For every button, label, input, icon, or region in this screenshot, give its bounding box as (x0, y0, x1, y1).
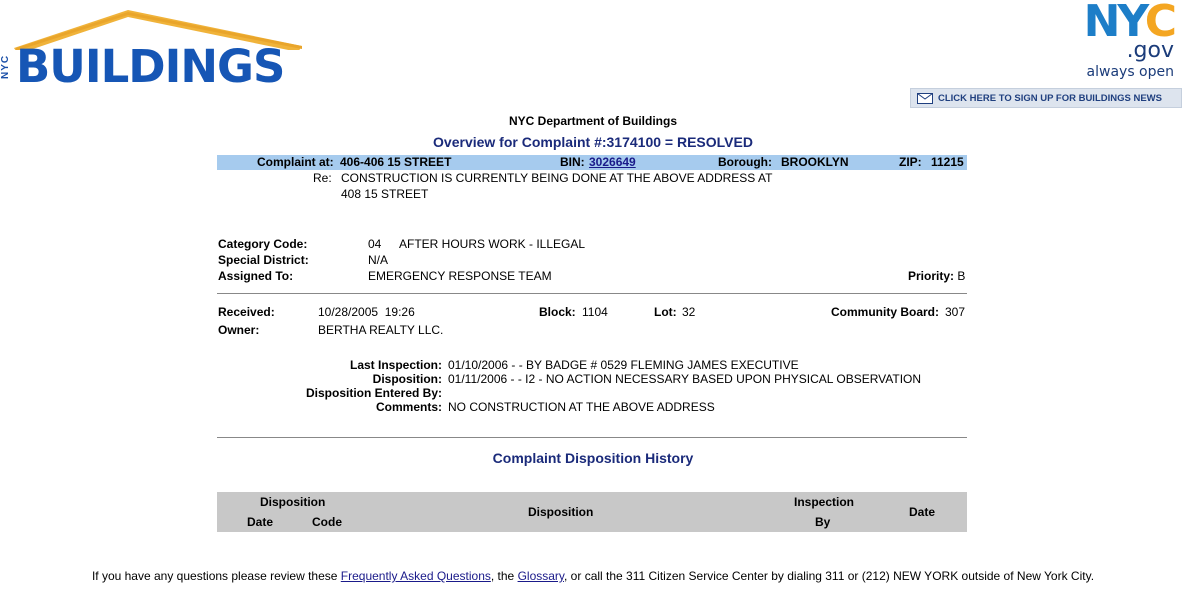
category-code-label: Category Code: (218, 237, 308, 251)
history-col-code: Code (312, 515, 342, 529)
disposition-value: 01/11/2006 - - I2 - NO ACTION NECESSARY BASED UPON PHYSICAL OBSERVATION (448, 372, 922, 386)
zip-label: ZIP: (899, 155, 922, 169)
history-col-date: Date (247, 515, 274, 529)
category-description: AFTER HOURS WORK - ILLEGAL (399, 237, 586, 251)
priority-field (908, 269, 965, 283)
complaint-at-value: 406-406 15 STREET (340, 155, 452, 169)
history-table-header (217, 492, 967, 532)
nycgov-wordmark-c: C (1144, 0, 1174, 47)
history-title: Complaint Disposition History (492, 450, 694, 466)
logo-wordmark: BUILDINGS (16, 40, 285, 93)
borough-label: Borough: (718, 155, 772, 169)
nycgov-logo[interactable] (1082, 0, 1182, 86)
special-district-value: N/A (368, 253, 389, 267)
comments-value: NO CONSTRUCTION AT THE ABOVE ADDRESS (448, 400, 715, 414)
history-col-date-2: Date (909, 505, 936, 519)
nycgov-tagline: always open (1086, 64, 1174, 80)
re-line-1: CONSTRUCTION IS CURRENTLY BEING DONE AT THE ABOVE ADDRESS AT (341, 171, 773, 185)
received-label: Received: (218, 305, 275, 319)
owner-label: Owner: (218, 323, 260, 337)
footer-suffix: , or call the 311 Citizen Service Center by dialing 311 or (212) NEW YORK outside of New York City. (564, 569, 1095, 583)
priority-value: B (957, 269, 966, 283)
category-code-value: 04 (368, 237, 382, 251)
news-signup-button[interactable] (910, 88, 1182, 108)
lot-value: 32 (682, 305, 696, 319)
footer-middle: , the (490, 569, 518, 583)
complaint-title: Overview for Complaint #:3174100 = RESOLVED (433, 134, 753, 150)
re-label: Re: (313, 171, 332, 185)
lot-label: Lot: (654, 305, 677, 319)
owner-value: BERTHA REALTY LLC. (318, 323, 444, 337)
assigned-to-value: EMERGENCY RESPONSE TEAM (368, 269, 552, 283)
re-line-2: 408 15 STREET (341, 187, 429, 201)
bin-link[interactable]: 3026649 (589, 155, 636, 169)
priority-label: Priority: (908, 269, 955, 283)
department-title: NYC Department of Buildings (508, 114, 677, 128)
nycgov-domain: .gov (1126, 38, 1174, 63)
community-board-value: 307 (945, 305, 966, 319)
footer-help-text (0, 569, 1186, 583)
faq-link[interactable]: Frequently Asked Questions (340, 569, 491, 583)
last-inspection-value: 01/10/2006 - - BY BADGE # 0529 FLEMING JAMES EXECUTIVE (448, 358, 799, 372)
borough-value: BROOKLYN (781, 155, 849, 169)
glossary-link[interactable]: Glossary (517, 569, 565, 583)
block-value: 1104 (582, 305, 608, 319)
history-col-inspection: Inspection (794, 495, 855, 509)
comments-label: Comments: (375, 400, 442, 414)
history-col-disposition-group: Disposition (260, 495, 326, 509)
logo-nyc-prefix: NYC (0, 54, 11, 80)
divider (217, 293, 967, 294)
divider (217, 437, 967, 438)
footer-prefix: If you have any questions please review these (91, 569, 341, 583)
complaint-summary-bar (217, 155, 967, 170)
envelope-icon (917, 93, 933, 104)
complaint-at-label: Complaint at: (257, 155, 334, 169)
nycgov-wordmark-text: NYC (1084, 0, 1174, 47)
history-col-disposition: Disposition (528, 505, 594, 519)
disposition-label: Disposition: (372, 372, 442, 386)
disposition-entered-by-label: Disposition Entered By: (305, 386, 442, 400)
block-label: Block: (539, 305, 576, 319)
received-value: 10/28/2005 19:26 (318, 305, 415, 319)
zip-value: 11215 (931, 155, 964, 169)
history-col-by: By (815, 515, 831, 529)
community-board-label: Community Board: (831, 305, 939, 319)
special-district-label: Special District: (218, 253, 309, 267)
news-signup-label: CLICK HERE TO SIGN UP FOR BUILDINGS NEWS (938, 92, 1162, 104)
bin-label: BIN: (560, 155, 585, 169)
last-inspection-label: Last Inspection: (349, 358, 442, 372)
assigned-to-label: Assigned To: (218, 269, 294, 283)
